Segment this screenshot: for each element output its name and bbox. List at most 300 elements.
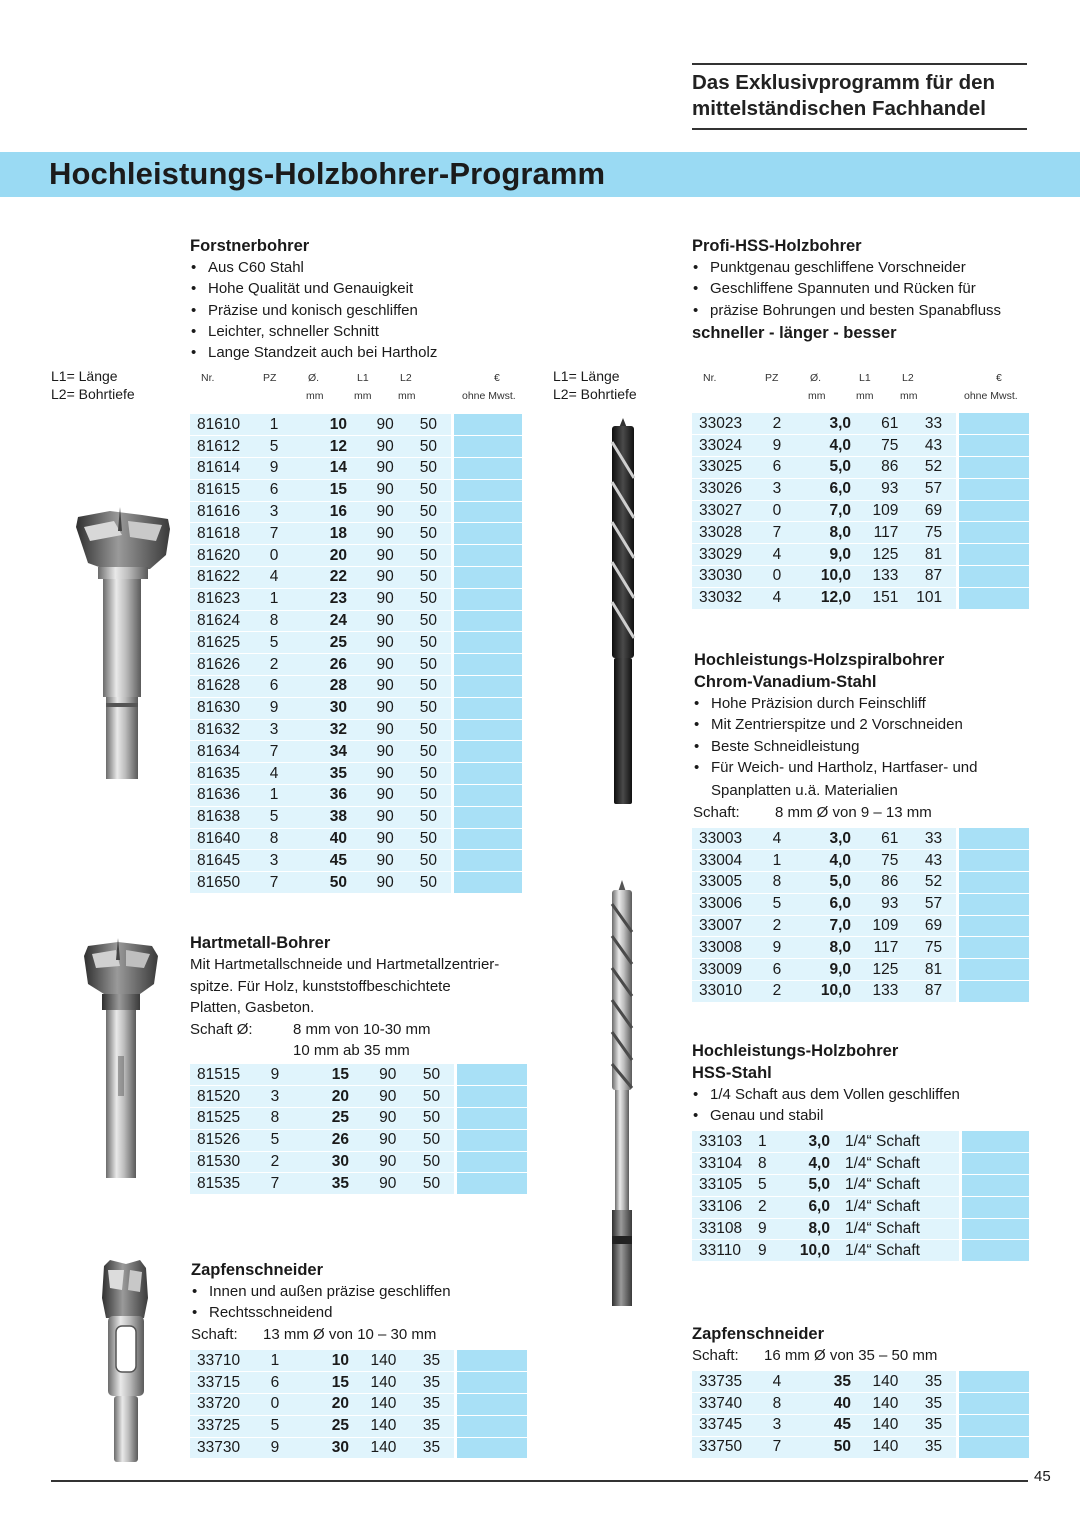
cell-l1: 125 — [861, 959, 909, 981]
cell-l2: 50 — [405, 588, 453, 610]
table-row — [692, 850, 1029, 872]
cell-dia: 26 — [303, 654, 357, 676]
price-cell — [958, 478, 1029, 500]
cell-l1: 140 — [861, 1436, 909, 1458]
cell-l1: 90 — [357, 806, 405, 828]
cell-pz: 7 — [264, 872, 303, 894]
cell-dia: 6,0 — [806, 893, 861, 915]
cell-dia: 15 — [303, 479, 357, 501]
cell-pz: 2 — [767, 915, 807, 937]
cell-l1: 140 — [359, 1372, 407, 1394]
cell-nr: 33030 — [692, 566, 767, 588]
cell-pz: 2 — [767, 413, 807, 435]
cell-l2: 33 — [909, 413, 957, 435]
price-cell — [453, 414, 522, 436]
legend-l1: L1= Länge — [51, 368, 118, 384]
price-cell — [960, 1153, 1029, 1175]
price-cell — [456, 1437, 527, 1459]
cell-l2: 50 — [405, 697, 453, 719]
cell-nr: 81525 — [190, 1108, 265, 1130]
cell-pz: 3 — [265, 1086, 305, 1108]
cell-l1: 90 — [357, 610, 405, 632]
bullet-item: • Leichter, schneller Schnitt — [190, 321, 510, 342]
cell-nr: 81622 — [190, 567, 264, 589]
cell-dia: 35 — [304, 1173, 359, 1195]
price-cell — [960, 1175, 1029, 1197]
table-row — [190, 850, 522, 872]
price-cell — [958, 937, 1029, 959]
cell-l2: 50 — [405, 501, 453, 523]
cell-pz: 4 — [767, 544, 807, 566]
bullet-item: • Für Weich- und Hartholz, Hartfaser- und — [693, 757, 1033, 778]
cell-l2: 50 — [407, 1151, 455, 1173]
zapfen-left-schaft — [191, 1324, 521, 1346]
cell-sch: 1/4“ Schaft — [840, 1153, 960, 1175]
header-line-1: Das Exklusivprogramm für den — [692, 71, 996, 94]
cell-nr: 81526 — [190, 1129, 265, 1151]
bullet-list-profi — [692, 257, 1032, 321]
cell-l1: 90 — [357, 654, 405, 676]
profi-tagline: schneller - länger - besser — [692, 324, 897, 342]
cell-dia: 5,0 — [806, 872, 861, 894]
bullet-list-spiral — [693, 693, 1033, 778]
cell-pz: 6 — [265, 1372, 305, 1394]
price-cell — [960, 1218, 1029, 1240]
cell-dia: 8,0 — [806, 522, 861, 544]
cell-pz: 6 — [264, 479, 303, 501]
cell-dia: 5,0 — [806, 457, 861, 479]
hartmetall-schaft-1: 8 mm von 10-30 mm — [293, 1020, 431, 1038]
cell-l2: 50 — [405, 828, 453, 850]
header-rule-bottom — [692, 128, 1027, 130]
cell-pz: 2 — [752, 1196, 796, 1218]
price-cell — [958, 872, 1029, 894]
cell-nr: 81625 — [190, 632, 264, 654]
price-cell — [453, 545, 522, 567]
price-cell — [960, 1131, 1029, 1153]
price-cell — [960, 1196, 1029, 1218]
cell-l2: 69 — [909, 500, 957, 522]
price-cell — [453, 436, 522, 458]
cell-l2: 50 — [405, 436, 453, 458]
spiral-schaft-label: Schaft: — [693, 804, 740, 821]
cell-nr: 33725 — [190, 1415, 265, 1437]
price-cell — [456, 1394, 527, 1416]
cell-nr: 33008 — [692, 937, 767, 959]
price-cell — [453, 588, 522, 610]
cell-l1: 151 — [861, 587, 909, 609]
table-row — [190, 741, 522, 763]
cell-nr: 81535 — [190, 1173, 265, 1195]
hss-title-2: HSS-Stahl — [692, 1064, 772, 1082]
cell-pz: 6 — [767, 959, 807, 981]
cell-dia: 50 — [303, 872, 357, 894]
price-cell — [453, 458, 522, 480]
table-row — [692, 1131, 1029, 1153]
cell-pz: 2 — [265, 1151, 305, 1173]
cell-nr: 33010 — [692, 981, 767, 1003]
cell-pz: 8 — [264, 610, 303, 632]
zapfen-right-schaft — [692, 1345, 1022, 1367]
col-unit-dia: mm — [306, 390, 324, 402]
cell-l2: 35 — [407, 1415, 455, 1437]
cell-dia: 30 — [304, 1151, 359, 1173]
table-row — [692, 959, 1029, 981]
cell-dia: 30 — [303, 697, 357, 719]
table-profi — [692, 413, 1029, 610]
header-line-2: mittelständischen Fachhandel — [692, 97, 986, 120]
cell-pz: 9 — [752, 1240, 796, 1262]
section-title-zapfen-right: Zapfenschneider — [692, 1325, 825, 1343]
cell-nr: 81515 — [190, 1064, 265, 1086]
bullet-item: • Präzise und konisch geschliffen — [190, 300, 510, 321]
col-unit-r-l1: mm — [856, 390, 874, 402]
cell-dia: 4,0 — [806, 435, 861, 457]
table-row — [692, 1436, 1029, 1458]
cell-l1: 90 — [357, 741, 405, 763]
cell-dia: 22 — [303, 567, 357, 589]
hss-title-1: Hochleistungs-Holzbohrer — [692, 1042, 899, 1060]
cell-nr: 81612 — [190, 436, 264, 458]
section-title-profi: Profi-HSS-Holzbohrer — [692, 237, 862, 255]
cell-nr: 81623 — [190, 588, 264, 610]
cell-pz: 9 — [265, 1437, 305, 1459]
cell-l1: 90 — [357, 588, 405, 610]
hartmetall-text-1: Mit Hartmetallschneide und Hartmetallzentrier- — [190, 956, 500, 973]
table-row — [692, 587, 1029, 609]
cell-l2: 35 — [407, 1350, 455, 1372]
hartmetall-schaft-label: Schaft Ø: — [190, 1020, 253, 1038]
cell-l2: 35 — [407, 1372, 455, 1394]
price-cell — [958, 959, 1029, 981]
cell-nr: 33103 — [692, 1131, 752, 1153]
cell-l1: 90 — [357, 763, 405, 785]
cell-pz: 1 — [265, 1350, 305, 1372]
cell-dia: 9,0 — [806, 959, 861, 981]
bullet-item: • Geschliffene Spannuten und Rücken für — [692, 278, 1032, 299]
cell-l1: 90 — [357, 567, 405, 589]
table-row — [692, 1196, 1029, 1218]
cell-dia: 40 — [806, 1393, 861, 1415]
cell-dia: 10,0 — [796, 1240, 840, 1262]
cell-l1: 140 — [861, 1415, 909, 1437]
table-row — [190, 1064, 527, 1086]
cell-l2: 75 — [909, 937, 957, 959]
cell-l1: 90 — [357, 632, 405, 654]
cell-nr: 81640 — [190, 828, 264, 850]
cell-nr: 81615 — [190, 479, 264, 501]
cell-nr: 81530 — [190, 1151, 265, 1173]
cell-pz: 6 — [767, 457, 807, 479]
cell-l1: 90 — [357, 458, 405, 480]
footer-rule — [51, 1480, 1028, 1482]
cell-l2: 35 — [407, 1394, 455, 1416]
cell-dia: 50 — [806, 1436, 861, 1458]
table-row — [692, 937, 1029, 959]
col-header-dia: Ø. — [308, 372, 320, 384]
cell-l1: 90 — [357, 850, 405, 872]
cell-nr: 81616 — [190, 501, 264, 523]
table-row — [190, 654, 522, 676]
cell-l1: 90 — [357, 436, 405, 458]
cell-dia: 34 — [303, 741, 357, 763]
cell-pz: 1 — [264, 588, 303, 610]
cell-dia: 36 — [303, 785, 357, 807]
table-row — [190, 1415, 527, 1437]
col-unit-r-ohne: ohne Mwst. — [964, 390, 1018, 402]
cell-nr: 33745 — [692, 1415, 767, 1437]
table-row — [692, 981, 1029, 1003]
cell-nr: 33750 — [692, 1436, 767, 1458]
zapfen-left-schaft-value: 13 mm Ø von 10 – 30 mm — [263, 1326, 437, 1343]
cell-nr: 33003 — [692, 828, 767, 850]
cell-pz: 8 — [767, 1393, 807, 1415]
price-cell — [453, 806, 522, 828]
table-zapfen-right — [692, 1371, 1029, 1459]
cell-l1: 90 — [357, 676, 405, 698]
price-cell — [453, 610, 522, 632]
cell-dia: 6,0 — [796, 1196, 840, 1218]
cell-dia: 10 — [303, 414, 357, 436]
cell-dia: 8,0 — [806, 937, 861, 959]
cell-pz: 8 — [265, 1108, 305, 1130]
price-cell — [453, 850, 522, 872]
table-row — [190, 1108, 527, 1130]
cell-l1: 90 — [357, 828, 405, 850]
col-header-nr: Nr. — [201, 372, 215, 384]
cell-l2: 101 — [909, 587, 957, 609]
cell-nr: 81650 — [190, 872, 264, 894]
cell-l2: 50 — [407, 1108, 455, 1130]
col-header-r-l2: L2 — [902, 372, 914, 384]
col-header-r-euro: € — [996, 372, 1002, 384]
cell-pz: 5 — [264, 632, 303, 654]
cell-nr: 33004 — [692, 850, 767, 872]
cell-pz: 1 — [264, 414, 303, 436]
cell-dia: 12,0 — [806, 587, 861, 609]
cell-pz: 1 — [767, 850, 807, 872]
hartmetall-schaft-2: 10 mm ab 35 mm — [293, 1042, 410, 1060]
cell-sch: 1/4“ Schaft — [840, 1218, 960, 1240]
cell-l2: 81 — [909, 959, 957, 981]
cell-l1: 90 — [357, 479, 405, 501]
price-cell — [453, 654, 522, 676]
cell-nr: 81520 — [190, 1086, 265, 1108]
cell-l2: 35 — [909, 1371, 957, 1393]
cell-pz: 8 — [767, 872, 807, 894]
table-row — [692, 478, 1029, 500]
cell-pz: 8 — [752, 1153, 796, 1175]
table-row — [190, 588, 522, 610]
cell-pz: 0 — [767, 566, 807, 588]
cell-nr: 33105 — [692, 1175, 752, 1197]
cell-dia: 10 — [304, 1350, 359, 1372]
bullet-item: • Hohe Präzision durch Feinschliff — [693, 693, 1033, 714]
cell-nr: 33028 — [692, 522, 767, 544]
cell-pz: 4 — [767, 828, 807, 850]
section-title-forstner: Forstnerbohrer — [190, 237, 310, 255]
price-cell — [453, 501, 522, 523]
cell-l1: 117 — [861, 522, 909, 544]
cell-l1: 140 — [359, 1394, 407, 1416]
table-row — [692, 457, 1029, 479]
col-header-r-pz: PZ — [765, 372, 779, 384]
cell-nr: 81628 — [190, 676, 264, 698]
table-row — [190, 785, 522, 807]
price-cell — [453, 763, 522, 785]
cell-l1: 93 — [861, 478, 909, 500]
cell-pz: 7 — [264, 741, 303, 763]
cell-l1: 140 — [359, 1437, 407, 1459]
cell-nr: 33715 — [190, 1372, 265, 1394]
spiral-title-2: Chrom-Vanadium-Stahl — [694, 673, 877, 691]
cell-l1: 109 — [861, 500, 909, 522]
cell-pz: 1 — [264, 785, 303, 807]
cell-l2: 50 — [405, 458, 453, 480]
table-row — [190, 545, 522, 567]
table-row — [692, 522, 1029, 544]
section-title-hss — [692, 1040, 898, 1084]
table-row — [190, 1437, 527, 1459]
cell-dia: 16 — [303, 501, 357, 523]
cell-pz: 5 — [265, 1415, 305, 1437]
cell-l2: 50 — [405, 654, 453, 676]
cell-l2: 52 — [909, 457, 957, 479]
cell-dia: 15 — [304, 1372, 359, 1394]
cell-dia: 40 — [303, 828, 357, 850]
cell-pz: 2 — [264, 654, 303, 676]
cell-dia: 38 — [303, 806, 357, 828]
cell-nr: 33026 — [692, 478, 767, 500]
cell-nr: 33032 — [692, 587, 767, 609]
zapfen-right-schaft-value: 16 mm Ø von 35 – 50 mm — [764, 1347, 938, 1364]
bullet-item: • 1/4 Schaft aus dem Vollen geschliffen — [692, 1084, 1032, 1105]
price-cell — [453, 523, 522, 545]
cell-dia: 5,0 — [796, 1175, 840, 1197]
table-row — [692, 828, 1029, 850]
cell-dia: 25 — [304, 1108, 359, 1130]
cell-nr: 81624 — [190, 610, 264, 632]
cell-pz: 4 — [767, 587, 807, 609]
spiral-bullet-continuation: Spanplatten u.ä. Materialien — [711, 782, 898, 799]
cell-l1: 75 — [861, 850, 909, 872]
price-cell — [453, 479, 522, 501]
cell-pz: 9 — [752, 1218, 796, 1240]
legend-r-l1: L1= Länge — [553, 368, 620, 384]
cell-dia: 20 — [303, 545, 357, 567]
table-row — [190, 1173, 527, 1195]
spiral-schaft-value: 8 mm Ø von 9 – 13 mm — [775, 804, 932, 821]
cell-sch: 1/4“ Schaft — [840, 1196, 960, 1218]
table-row — [190, 610, 522, 632]
table-spiral — [692, 828, 1029, 1003]
cell-dia: 20 — [304, 1086, 359, 1108]
cell-nr: 33029 — [692, 544, 767, 566]
table-zapfen-left — [190, 1350, 527, 1459]
price-cell — [958, 544, 1029, 566]
cell-pz: 3 — [264, 719, 303, 741]
cell-nr: 33104 — [692, 1153, 752, 1175]
table-row — [190, 1086, 527, 1108]
page-title: Hochleistungs-Holzbohrer-Programm — [49, 156, 606, 191]
cell-l1: 90 — [359, 1129, 407, 1151]
cell-l1: 90 — [357, 785, 405, 807]
price-cell — [456, 1372, 527, 1394]
price-cell — [456, 1173, 527, 1195]
header-rule-top — [692, 63, 1027, 65]
cell-l2: 57 — [909, 893, 957, 915]
table-row — [692, 500, 1029, 522]
table-row — [190, 806, 522, 828]
cell-nr: 33025 — [692, 457, 767, 479]
cell-l1: 75 — [861, 435, 909, 457]
table-row — [190, 632, 522, 654]
cell-l1: 90 — [357, 719, 405, 741]
table-row — [692, 544, 1029, 566]
cell-l2: 50 — [405, 632, 453, 654]
cell-l2: 50 — [405, 479, 453, 501]
bullet-item: • Innen und außen präzise geschliffen — [191, 1281, 511, 1302]
cell-l2: 33 — [909, 828, 957, 850]
cell-pz: 0 — [767, 500, 807, 522]
cell-dia: 25 — [303, 632, 357, 654]
cell-l2: 35 — [407, 1437, 455, 1459]
cell-l2: 43 — [909, 850, 957, 872]
cell-l2: 35 — [909, 1436, 957, 1458]
cell-l1: 90 — [357, 501, 405, 523]
price-cell — [958, 828, 1029, 850]
cell-dia: 45 — [303, 850, 357, 872]
price-cell — [453, 632, 522, 654]
cell-sch: 1/4“ Schaft — [840, 1131, 960, 1153]
cell-l2: 50 — [405, 785, 453, 807]
table-row — [190, 872, 522, 894]
table-hartmetall — [190, 1064, 527, 1195]
cell-nr: 81634 — [190, 741, 264, 763]
hartmetall-description — [190, 954, 520, 1062]
price-cell — [958, 522, 1029, 544]
zapfen-right-schaft-label: Schaft: — [692, 1347, 739, 1364]
hartmetall-text-2: spitze. Für Holz, kunststoffbeschichtete — [190, 977, 451, 995]
table-row — [692, 1218, 1029, 1240]
col-header-r-l1: L1 — [859, 372, 871, 384]
cell-nr: 33023 — [692, 413, 767, 435]
col-unit-r-dia: mm — [808, 390, 826, 402]
price-cell — [958, 893, 1029, 915]
hartmetall-text-3: Platten, Gasbeton. — [190, 999, 315, 1017]
price-cell — [453, 828, 522, 850]
cell-l2: 87 — [909, 981, 957, 1003]
cell-l2: 43 — [909, 435, 957, 457]
table-row — [692, 1153, 1029, 1175]
cell-l2: 50 — [405, 806, 453, 828]
spiral-hex-drill-image — [604, 880, 640, 1310]
cell-sch: 1/4“ Schaft — [840, 1240, 960, 1262]
cell-dia: 8,0 — [796, 1218, 840, 1240]
cell-l2: 35 — [909, 1415, 957, 1437]
bullet-item: • Punktgenau geschliffene Vorschneider — [692, 257, 1032, 278]
cell-dia: 3,0 — [796, 1131, 840, 1153]
cell-l2: 50 — [405, 545, 453, 567]
legend-l2: L2= Bohrtiefe — [51, 386, 135, 402]
bullet-list-forstner — [190, 257, 510, 363]
cell-nr: 33740 — [692, 1393, 767, 1415]
cell-l2: 50 — [405, 610, 453, 632]
cell-dia: 10,0 — [806, 981, 861, 1003]
cell-dia: 3,0 — [806, 828, 861, 850]
spiral-title-1: Hochleistungs-Holzspiralbohrer — [694, 651, 945, 669]
cell-dia: 45 — [806, 1415, 861, 1437]
